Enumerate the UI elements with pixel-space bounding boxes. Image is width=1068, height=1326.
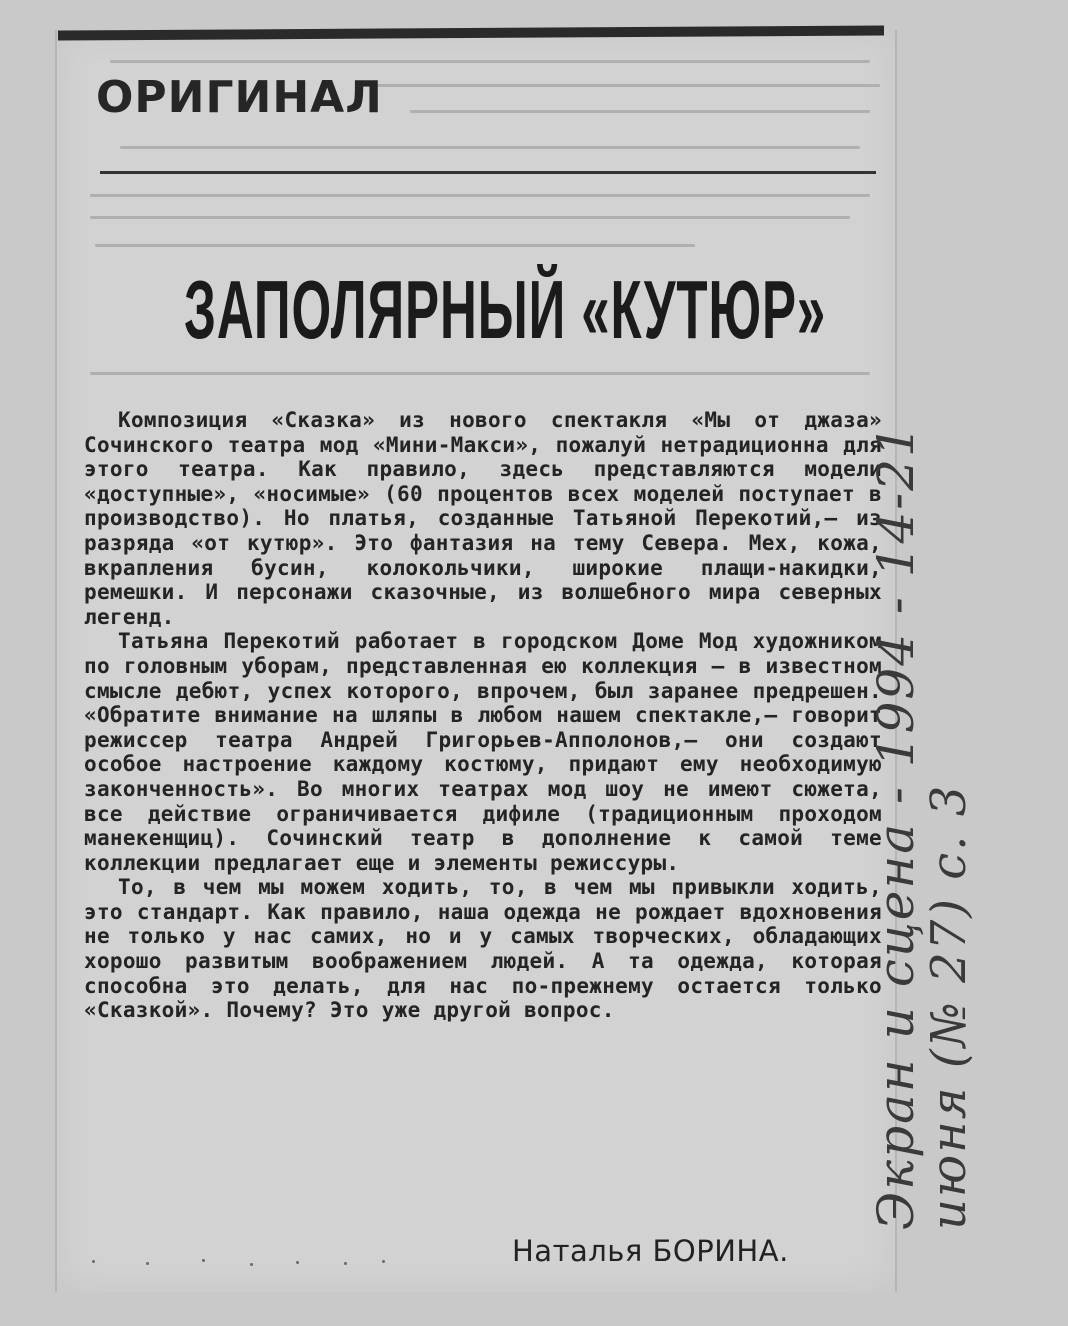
bleed-through-line — [90, 372, 870, 375]
bleed-through-line — [120, 146, 860, 149]
bleed-through-line — [360, 84, 880, 87]
print-speck — [296, 1261, 299, 1264]
author-byline: Наталья БОРИНА. — [512, 1234, 789, 1268]
print-speck — [146, 1262, 149, 1265]
print-speck — [344, 1262, 347, 1265]
article-paragraph-2: Татьяна Перекотий работает в городском Доме Мод художником по головным уборам, представленная ею коллекция — в известном смысле дебют, успех которого, впрочем, был заранее предрешен. «Обратите внимание на шляпы в любом нашем спектакле,— говорит режиссер театра Андрей Григорьев-Апполонов,— они создают особое настроение каждому костюму, придают ему необходимую законченность». Во многих театрах мод шоу не имеют сюжета, все действие ограничивается дифиле (традиционным проходом манекенщиц). Сочинский театр в дополнение к самой теме коллекции предлагает еще и элементы режиссуры. — [84, 629, 882, 875]
bleed-through-line — [90, 194, 870, 197]
bleed-through-line — [110, 60, 870, 63]
bleed-through-line — [410, 110, 870, 113]
article-body — [84, 408, 882, 1023]
print-speck — [202, 1259, 205, 1262]
handwritten-note-line-2: июня (№ 27) с. 3 — [921, 783, 977, 1230]
article-headline: ЗАПОЛЯРНЫЙ «КУТЮР» — [184, 264, 827, 357]
rubric-underline — [100, 171, 876, 174]
print-speck — [250, 1263, 253, 1266]
bleed-through-line — [90, 216, 850, 219]
handwritten-source-note — [867, 423, 977, 1230]
print-speck — [92, 1260, 95, 1263]
bleed-through-line — [95, 244, 695, 247]
article-paragraph-1: Композиция «Сказка» из нового спектакля «Мы от джаза» Сочинского театра мод «Мини-Макси», пожалуй нетрадиционна для этого театра. Как правило, здесь представляются модели «доступные», «носимые» (60 процентов всех моделей поступает в производство). Но платья, созданные Татьяной Перекотий,— из разряда «от кутюр». Это фантазия на тему Севера. Мех, кожа, вкрапления бусин, колокольчики, широкие плащи-накидки, ремешки. И персонажи сказочные, из волшебного мира северных легенд. — [84, 408, 882, 629]
article-paragraph-3: То, в чем мы можем ходить, то, в чем мы привыкли ходить, это стандарт. Как правило, наша одежда не рождает вдохновения не только у нас самих, но и у самых творческих, обладающих хорошо развитым воображением людей. А та одежда, которая способна это делать, для нас по-прежнему остается только «Сказкой». Почему? Это уже другой вопрос. — [84, 875, 882, 1023]
handwritten-note-line-1: Экран и сцена - 1994 - 14-21 — [867, 423, 925, 1230]
rubric-title: ОРИГИНАЛ — [96, 72, 383, 123]
print-speck — [382, 1260, 385, 1263]
bottom-print-specks — [82, 1252, 402, 1274]
